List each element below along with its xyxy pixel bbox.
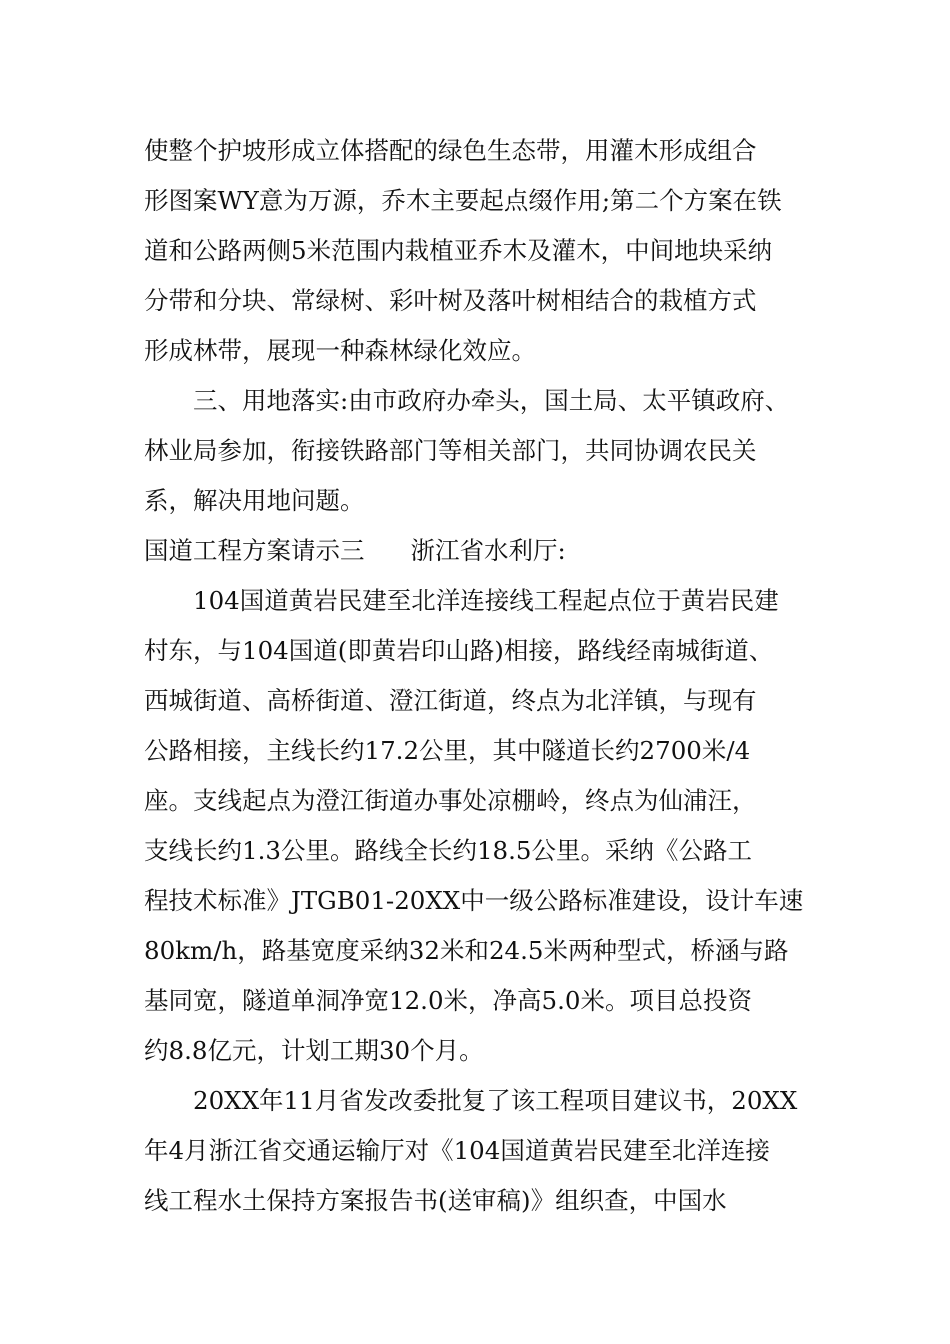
section-heading	[144, 526, 810, 576]
text-line: 支线长约1.3公里。路线全长约18.5公里。采纳《公路工	[144, 836, 753, 865]
text-line: 年4月浙江省交通运输厅对《104国道黄岩民建至北洋连接	[144, 1136, 770, 1165]
text-line: 系，解决用地问题。	[144, 486, 365, 515]
text-line: 104国道黄岩民建至北洋连接线工程起点位于黄岩民建	[193, 586, 779, 615]
text-line: 20XX年11月省发改委批复了该工程项目建议书，20XX	[193, 1086, 798, 1115]
text-line: 村东，与104国道(即黄岩印山路)相接，路线经南城街道、	[144, 636, 774, 665]
text-line: 林业局参加，衔接铁路部门等相关部门，共同协调农民关	[144, 436, 757, 465]
text-line: 座。支线起点为澄江街道办事处凉棚岭，终点为仙浦汪，	[144, 786, 757, 815]
heading-title: 国道工程方案请示三	[144, 536, 365, 565]
text-line: 西城街道、高桥街道、澄江街道，终点为北洋镇，与现有	[144, 686, 757, 715]
text-line: 线工程水土保持方案报告书(送审稿)》组织查，中国水	[144, 1186, 727, 1215]
document-body	[144, 126, 810, 1226]
text-line: 三、用地落实:由市政府办牵头，国土局、太平镇政府、	[193, 386, 790, 415]
text-line: 使整个护坡形成立体搭配的绿色生态带，用灌木形成组合	[144, 136, 757, 165]
heading-recipient: 浙江省水利厅:	[410, 536, 566, 565]
text-line: 基同宽，隧道单洞净宽12.0米，净高5.0米。项目总投资	[144, 986, 753, 1015]
text-line: 形图案WY意为万源，乔木主要起点缀作用;第二个方案在铁	[144, 186, 782, 215]
text-line: 分带和分块、常绿树、彩叶树及落叶树相结合的栽植方式	[144, 286, 757, 315]
text-line: 道和公路两侧5米范围内栽植亚乔木及灌木，中间地块采纳	[144, 236, 773, 265]
text-line: 形成林带，展现一种森林绿化效应。	[144, 336, 536, 365]
text-line: 约8.8亿元，计划工期30个月。	[144, 1036, 484, 1065]
text-line: 80km/h，路基宽度采纳32米和24.5米两种型式，桥涵与路	[144, 936, 789, 965]
text-line: 公路相接，主线长约17.2公里，其中隧道长约2700米/4	[144, 736, 751, 765]
text-line: 程技术标准》JTGB01-20XX中一级公路标准建设，设计车速	[144, 886, 804, 915]
